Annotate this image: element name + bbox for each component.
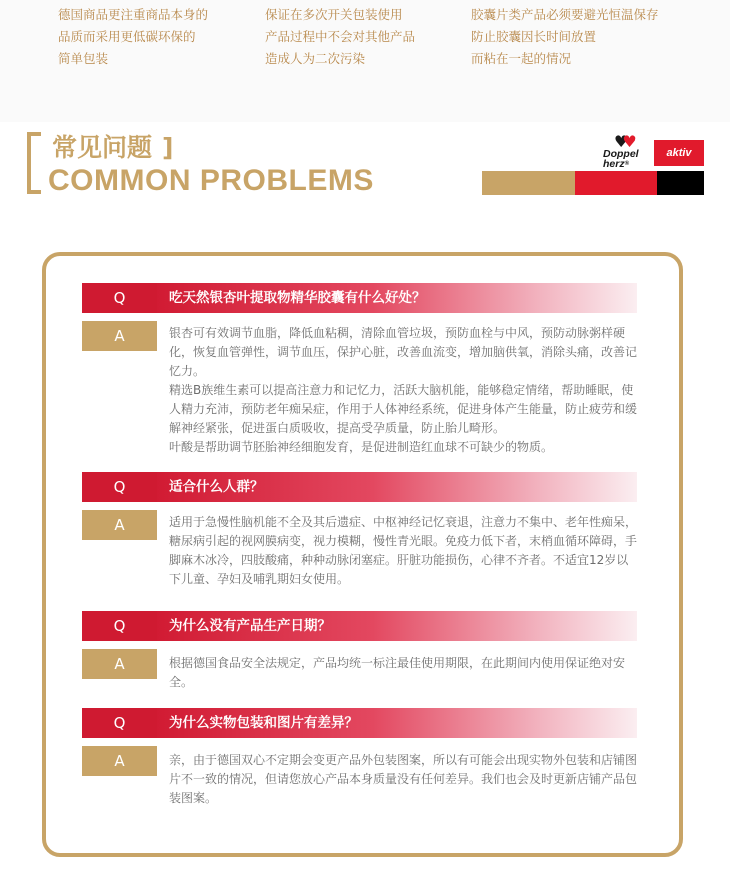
answer-paragraph: 叶酸是帮助调节胚胎神经细胞发育，是促进制造红血球不可缺少的物质。 xyxy=(169,440,554,454)
answer-paragraph: 银杏可有效调节血脂，降低血粘稠，清除血管垃圾，预防血栓与中风，预防动脉粥样硬化，恢复血管弹性，调节血压，保护心脏，改善血流变，增加脑供氧，消除头痛，改善记忆力。 xyxy=(169,326,638,378)
note-line: 品质而采用更低碳环保的 xyxy=(58,29,196,44)
question-row xyxy=(82,283,637,313)
answer-paragraph: 亲，由于德国双心不定期会变更产品外包装图案，所以有可能会出现实物外包装和店铺图片不一致的情况，但请您放心产品本身质量没有任何差异。我们也会及时更新店铺产品包装图案。 xyxy=(169,753,638,805)
a-badge: A xyxy=(82,746,157,776)
a-badge: A xyxy=(82,649,157,679)
answer-paragraph: 适用于急慢性脑机能不全及其后遗症、中枢神经记忆衰退，注意力不集中、老年性痴呆，糖尿病引起的视网膜病变，视力模糊，慢性青光眼。免疫力低下者，末梢血循环障碍，手脚麻木冰冷，四肢酸痛，种种动脉闭塞症。肝脏功能损伤，心律不齐者。不适宜12岁以下儿童、孕妇及哺乳期妇女使用。 xyxy=(169,515,638,586)
question-bar xyxy=(157,611,637,641)
note-line: 产品过程中不会对其他产品 xyxy=(265,29,416,44)
stripe-black xyxy=(657,171,704,195)
stripe-gold xyxy=(482,171,575,195)
note-no-pollution xyxy=(265,4,415,70)
question-row xyxy=(82,708,637,738)
note-storage xyxy=(471,4,659,70)
question-text: 适合什么人群？ xyxy=(169,479,264,495)
logo-line-1: Doppel xyxy=(603,148,639,160)
note-line: 胶囊片类产品必须要避光恒温保存 xyxy=(471,7,659,22)
note-line: 造成人为二次污染 xyxy=(265,51,366,66)
answer-paragraph: 精选B族维生素可以提高注意力和记忆力，活跃大脑机能，能够稳定情绪，帮助睡眠，使人精力充沛，预防老年痴呆症，作用于人体神经系统，促进身体产生能量，防止疲劳和缓解神经紧张，促进蛋白质吸收，提高受孕质量，防止胎儿畸形。 xyxy=(169,383,638,435)
q-badge: Q xyxy=(82,472,157,502)
note-line: 简单包装 xyxy=(58,51,109,66)
bracket-close: ] xyxy=(162,133,174,162)
question-text: 吃天然银杏叶提取物精华胶囊有什么好处？ xyxy=(169,290,426,306)
logo-aktiv-badge: aktiv xyxy=(654,140,704,166)
a-badge: A xyxy=(82,510,157,540)
answer-text xyxy=(169,751,637,808)
answer-text xyxy=(169,513,637,589)
question-bar xyxy=(157,472,637,502)
brand-logo xyxy=(600,126,704,168)
a-badge: A xyxy=(82,321,157,351)
question-row xyxy=(82,472,637,502)
note-low-carbon xyxy=(58,4,208,70)
note-line: 防止胶囊因长时间放置 xyxy=(471,29,597,44)
section-title-en: COMMON PROBLEMS xyxy=(48,164,374,197)
question-text: 为什么实物包装和图片有差异？ xyxy=(169,715,358,731)
q-badge: Q xyxy=(82,283,157,313)
color-stripes xyxy=(482,171,704,195)
note-line: 保证在多次开关包装使用 xyxy=(265,7,403,22)
stripe-red xyxy=(575,171,657,195)
logo-brand-block xyxy=(600,132,654,170)
question-bar xyxy=(157,708,637,738)
bracket-decoration xyxy=(27,132,41,194)
logo-line-2: herz xyxy=(603,158,625,170)
question-text: 为什么没有产品生产日期？ xyxy=(169,618,331,634)
logo-wordmark xyxy=(603,149,639,169)
answer-paragraph: 根据德国食品安全法规定，产品均统一标注最佳使用期限，在此期间内使用保证绝对安全。 xyxy=(169,656,626,689)
note-line: 德国商品更注重商品本身的 xyxy=(58,7,209,22)
question-bar xyxy=(157,283,637,313)
q-badge: Q xyxy=(82,708,157,738)
packaging-notes xyxy=(0,0,730,122)
note-line: 而粘在一起的情况 xyxy=(471,51,572,66)
answer-text xyxy=(169,654,637,692)
section-header xyxy=(0,124,730,214)
q-badge: Q xyxy=(82,611,157,641)
question-row xyxy=(82,611,637,641)
hearts-icon: ♥♥ xyxy=(614,132,631,151)
registered-mark: ® xyxy=(624,161,630,167)
answer-text xyxy=(169,324,637,457)
title-cn-text: 常见问题 xyxy=(52,133,153,162)
section-title-cn xyxy=(52,128,173,164)
